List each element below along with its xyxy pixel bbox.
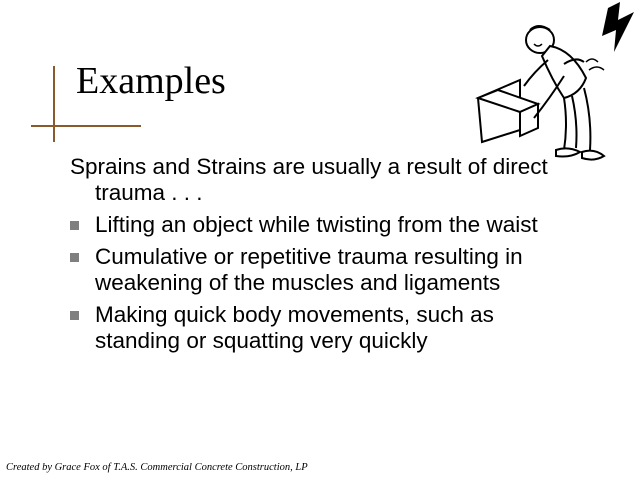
square-bullet-icon: [70, 311, 79, 320]
bullet-item: [70, 302, 550, 354]
bullet-text: Making quick body movements, such as standing or squatting very quickly: [95, 302, 494, 353]
footer-credit: Created by Grace Fox of T.A.S. Commercial Concrete Construction, LP: [6, 462, 308, 473]
man-lifting-box-back-pain-clipart-icon: [468, 0, 638, 165]
bullet-text: Lifting an object while twisting from the waist: [95, 212, 538, 237]
square-bullet-icon: [70, 253, 79, 262]
bullet-item: [70, 212, 550, 238]
intro-text: Sprains and Strains are usually a result of direct trauma . . .: [70, 154, 548, 205]
bullet-text: Cumulative or repetitive trauma resulting in weakening of the muscles and ligaments: [95, 244, 523, 295]
title-accent-horizontal-line: [31, 125, 141, 127]
bullet-item: [70, 244, 550, 296]
bullet-list: [70, 212, 550, 354]
slide-body: [70, 154, 550, 354]
title-accent-vertical-line: [53, 66, 55, 142]
slide-title: Examples: [76, 60, 226, 102]
square-bullet-icon: [70, 221, 79, 230]
